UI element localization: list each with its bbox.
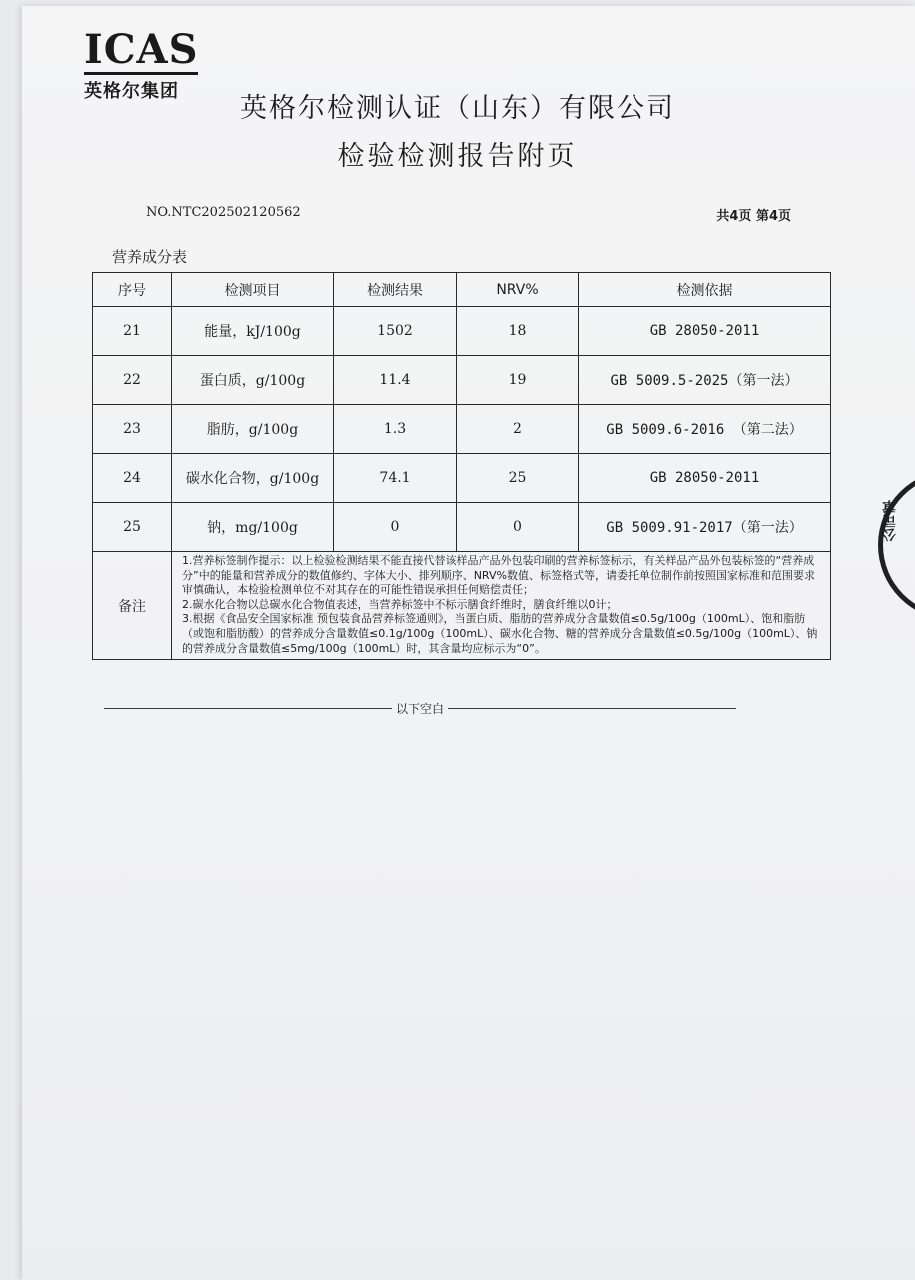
table-row [93,405,831,454]
nutrition-table [92,272,831,660]
table-row [93,454,831,503]
test-item: 能量，kJ/100g [172,307,334,356]
remark-item: 2.碳水化合物以总碳水化合物值表述，当营养标签中不标示膳食纤维时，膳食纤维以0计； [182,597,618,611]
divider [448,708,736,709]
column-header: NRV% [457,273,579,307]
document-title: 检验检测报告附页 [337,141,578,172]
column-header: 检测依据 [579,273,831,307]
remark-item: 1.营养标签制作提示：以上检验检测结果不能直接代替该样品产品外包装印刷的营养标签标示，有关样品产品外包装标签的“营养成分”中的能量和营养成分的数值修约、字体大小、排列顺序、NRV%数值、标签格式等，请委托单位制作前按照国家标准和范围要求审慎确认，本检验检测单位不对其存在的可能性错误承担任何赔偿责任； [182,554,815,597]
test-basis: GB 5009.6-2016 （第二法） [579,405,831,454]
nrv-value: 2 [457,405,579,454]
test-result: 1502 [334,307,457,356]
table-header-row [93,273,831,307]
remark-item: 3.根据《食品安全国家标准 预包装食品营养标签通则》，当蛋白质、脂肪的营养成分含量数值≤0.5g/100g（100mL）、饱和脂肪（或饱和脂肪酸）的营养成分含量数值≤0.1g/100g（100mL）、碳水化合物、糖的营养成分含量数值≤0.5g/100g（100mL）、钠的营养成分含量数值≤5mg/100g（100mL）时，其含量均应标示为“0”。 [182,612,818,655]
seal-text: 公司章 [882,500,898,542]
test-result: 74.1 [334,454,457,503]
table-row [93,503,831,552]
nrv-value: 19 [457,356,579,405]
end-of-content-line [104,700,736,716]
table-row [93,356,831,405]
test-basis: GB 28050-2011 [579,454,831,503]
column-header: 序号 [93,273,172,307]
nrv-value: 0 [457,503,579,552]
row-number: 22 [93,356,172,405]
test-result: 0 [334,503,457,552]
remarks-row [93,552,831,660]
row-number: 23 [93,405,172,454]
section-title: 营养成分表 [112,248,188,266]
column-header: 检测项目 [172,273,334,307]
test-result: 11.4 [334,356,457,405]
test-basis: GB 5009.91-2017（第一法） [579,503,831,552]
test-result: 1.3 [334,405,457,454]
test-basis: GB 28050-2011 [579,307,831,356]
page-count: 共4页 第4页 [716,209,791,224]
report-number: NO.NTC202502120562 [146,205,301,220]
company-name: 英格尔检测认证（山东）有限公司 [240,93,675,124]
test-basis: GB 5009.5-2025（第一法） [579,356,831,405]
table-row [93,307,831,356]
test-item: 碳水化合物，g/100g [172,454,334,503]
remarks-cell [172,552,831,660]
end-text: 以下空白 [396,701,445,716]
divider [104,708,392,709]
test-item: 钠，mg/100g [172,503,334,552]
row-number: 24 [93,454,172,503]
row-number: 21 [93,307,172,356]
row-number: 25 [93,503,172,552]
nrv-value: 25 [457,454,579,503]
logo-subtext: 英格尔集团 [84,81,179,102]
column-header: 检测结果 [334,273,457,307]
logo-mark: ICAS [84,26,199,73]
remarks-label: 备注 [93,552,172,660]
nrv-value: 18 [457,307,579,356]
test-item: 蛋白质，g/100g [172,356,334,405]
test-item: 脂肪，g/100g [172,405,334,454]
